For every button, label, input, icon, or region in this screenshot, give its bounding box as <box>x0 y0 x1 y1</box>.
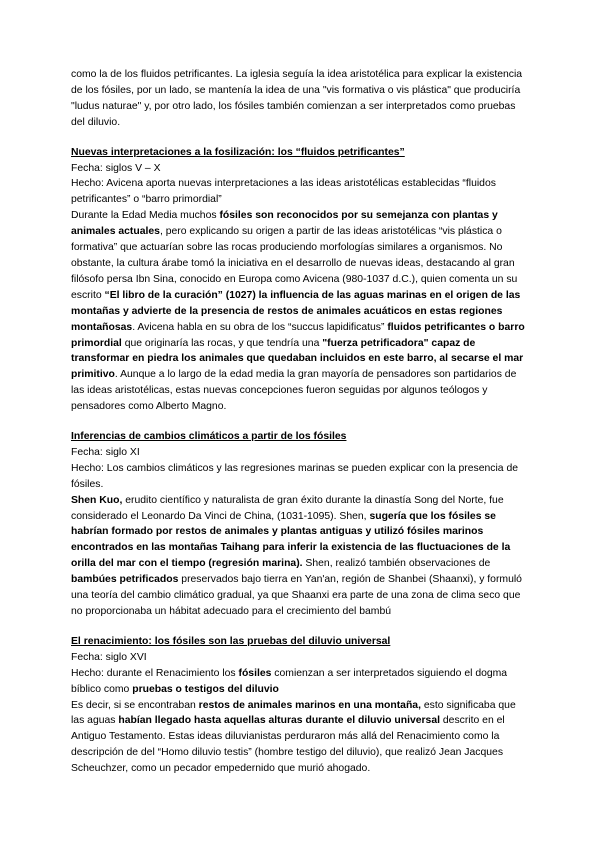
bold-text-run: bambúes petrificados <box>71 574 179 586</box>
text-run: preservados bajo tierra en Yan'an, región de Shanbei (Shaanxi), y formuló una teoría del cambio climático gradual, ya que Shaanxi era parte de una zona de clima seco que no proporcionaba un hábitat adecuado para el crecimiento del bambú <box>71 574 522 617</box>
section-heading: El renacimiento: los fósiles son las pruebas del diluvio universal <box>71 635 391 647</box>
bold-text-run: “El libro de la curación” (1027) la influencia de las aguas marinas en el origen de las montañas y advierte de la presencia de restos de animales acuáticos en estas regiones montañosas <box>71 289 521 333</box>
text-run: , pero explicando su origen a partir de las ideas aristotélicas “vis plástica o formativa” que actuarían sobre las rocas produciendo morfologías similares a organismos. No obstante, la cultura árabe tomó la iniciativa en el desarrollo de nuevas ideas, destacando al gran filósofo persa Ibn Sina, conocido en Europa como Avicena (980-1037 d.C.), quien comenta un su escrito <box>71 226 518 301</box>
text-run: esto significaba que las aguas <box>71 699 516 727</box>
section-date: Fecha: siglo XVI <box>71 651 147 663</box>
bold-text-run: sugería que los fósiles se habrían formado por restos de animales y plantas antiguas y utilizó fósiles marinos encontrados en las montañas Taihang para inferir la existencia de las fluctuaciones de la orilla del mar con el tiempo (regresión marina). <box>71 510 511 570</box>
section-cambios-climaticos <box>71 429 530 620</box>
bold-text-run: fluidos petrificantes o barro primordial <box>71 321 525 349</box>
text-run: comienzan a ser interpretados siguiendo el dogma bíblico como <box>71 667 508 695</box>
text-run: . Avicena habla en su obra de los “succus lapidificatus” <box>132 321 388 333</box>
bold-text-run: "fuerza petrificadora" capaz de transformar en piedra los animales que quedaban incluidos en este barro, al secarse el mar primitivo <box>71 337 524 381</box>
intro-paragraph: como la de los fluidos petrificantes. La iglesia seguía la idea aristotélica para explicar la existencia de los fósiles, por un lado, se mantenía la idea de una "vis formativa o vis plástica" que produciría "ludus naturae" y, por otro lado, los fósiles también comienzan a ser interpretados como pruebas del diluvio. <box>71 69 523 128</box>
section-renacimiento <box>71 634 530 777</box>
text-run: que originaría las rocas, y que tendría una <box>121 337 323 349</box>
section-body <box>71 208 530 415</box>
bold-text-run: pruebas o testigos del diluvio <box>132 683 279 695</box>
section-fact: Hecho: Avicena aporta nuevas interpretaciones a las ideas aristotélicas establecidas “fluidos petrificantes” o “barro primordial” <box>71 178 496 206</box>
bold-text-run: habían llegado hasta aquellas alturas durante el diluvio universal <box>118 715 441 727</box>
bold-text-run: Shen Kuo, <box>71 494 123 506</box>
text-run: Hecho: durante el Renacimiento los <box>71 667 239 679</box>
section-fact <box>71 666 530 698</box>
text-run: . Aunque a lo largo de la edad media la gran mayoría de pensadores son partidarios de las ideas aristotélicas, estas nuevas concepciones fueron seguidas por algunos teólogos y pensadores como Alberto Magno. <box>71 369 517 413</box>
text-run: descrito en el Antiguo Testamento. Estas ideas diluvianistas perduraron más allá del Renacimiento como la descripción de del “Homo diluvio testis” (hombre testigo del diluvio), que realizó Jean Jacques Scheuchzer, como un pecador empedernido que murió ahogado. <box>71 715 505 775</box>
section-heading: Inferencias de cambios climáticos a partir de los fósiles <box>71 431 347 443</box>
section-fluidos-petrificantes <box>71 145 530 415</box>
bold-text-run: restos de animales marinos en una montaña, <box>198 699 421 711</box>
section-date: Fecha: siglos V – X <box>71 162 161 174</box>
text-run: Durante la Edad Media muchos <box>71 210 220 222</box>
bold-text-run: fósiles <box>238 667 272 679</box>
section-date: Fecha: siglo XI <box>71 446 140 458</box>
section-fact: Hecho: Los cambios climáticos y las regresiones marinas se pueden explicar con la presencia de fósiles. <box>71 462 519 490</box>
text-run: Es decir, si se encontraban <box>71 699 199 711</box>
bold-text-run: fósiles son reconocidos por su semejanza con plantas y animales actuales <box>71 210 498 238</box>
section-body <box>71 493 530 620</box>
text-run: erudito científico y naturalista de gran éxito durante la dinastía Song del Norte, fue considerado el Leonardo Da Vinci de China, (1031-1095). Shen, <box>71 494 504 522</box>
text-run: Shen, realizó también observaciones de <box>302 558 491 570</box>
section-body <box>71 698 530 778</box>
section-heading: Nuevas interpretaciones a la fosilización: los “fluidos petrificantes” <box>71 146 405 158</box>
